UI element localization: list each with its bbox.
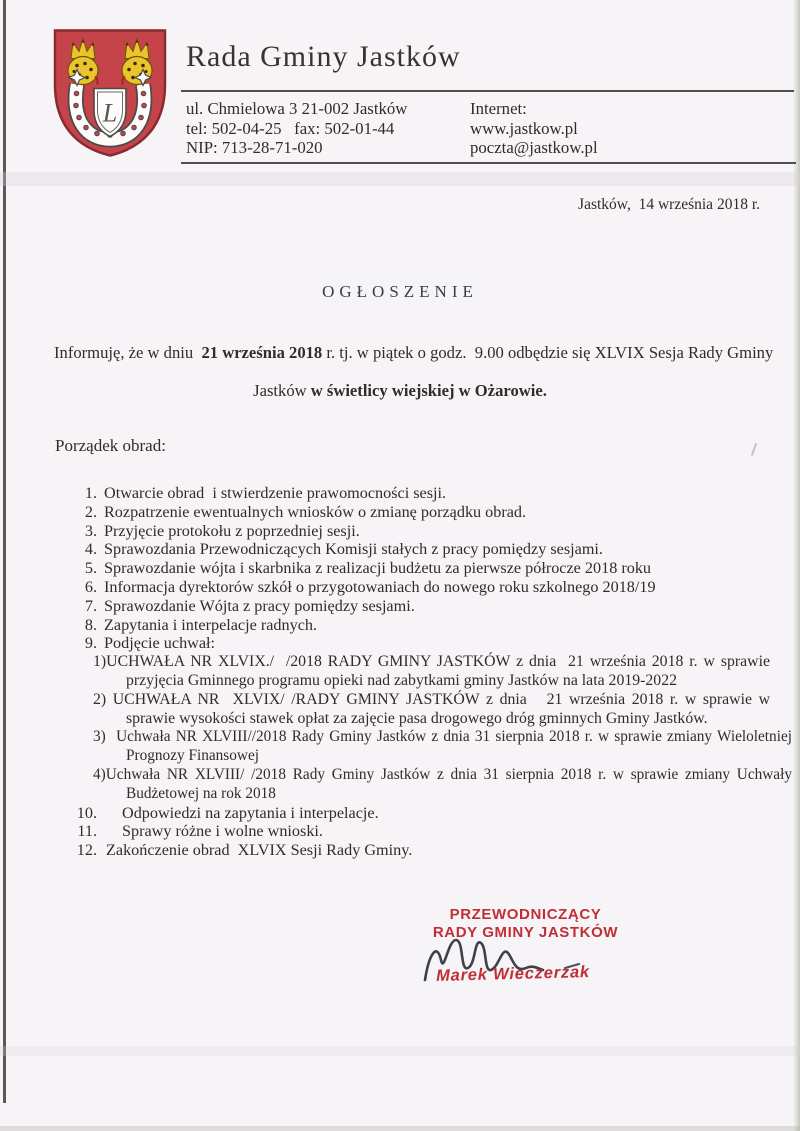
resolution-item xyxy=(0,728,800,766)
resolution-item xyxy=(0,691,800,729)
agenda-item-text: Odpowiedzi na zapytania i interpelacje. xyxy=(122,803,379,822)
agenda-item xyxy=(0,503,800,522)
session-date-bold: 21 września 2018 xyxy=(201,343,323,362)
resolution-item xyxy=(0,766,800,804)
agenda-item xyxy=(0,522,800,541)
coat-of-arms-icon xyxy=(47,26,173,159)
scan-slash-artifact xyxy=(751,443,757,456)
letterhead-divider-top xyxy=(181,90,794,92)
agenda-item-number: 6. xyxy=(84,577,97,596)
agenda-item xyxy=(0,484,800,503)
agenda-item xyxy=(0,804,800,823)
agenda-item xyxy=(0,634,800,653)
agenda-item-number: 11. xyxy=(77,822,97,841)
agenda-item-text: Sprawozdanie wójta i skarbnika z realizacji budżetu za pierwsze półrocze 2018 roku xyxy=(104,559,651,578)
agenda-item-number: 8. xyxy=(84,615,97,634)
address-line: ul. Chmielowa 3 21-002 Jastków xyxy=(186,99,408,118)
agenda-item-text: Otwarcie obrad i stwierdzenie prawomocności sesji. xyxy=(104,484,447,502)
intro-text: Jastków xyxy=(253,381,311,400)
agenda-list xyxy=(0,484,800,860)
letterhead-internet-block xyxy=(470,99,598,158)
agenda-item-number: 2. xyxy=(84,502,97,521)
place-and-date: Jastków, 14 września 2018 r. xyxy=(578,196,760,213)
session-venue-bold: w świetlicy wiejskiej w Ożarowie. xyxy=(310,381,547,400)
resolution-number: 2) xyxy=(93,690,107,708)
stamp-title-line2: RADY GMINY JASTKÓW xyxy=(432,924,619,941)
intro-text: r. tj. w piątek o godz. 9.00 odbędzie się XLVIX Sesja Rady Gminy xyxy=(322,343,774,362)
stamp-title-line1: PRZEWODNICZĄCY xyxy=(449,906,602,923)
resolution-text: UCHWAŁA NR XLVIX./ /2018 RADY GMINY JASTKÓW z dnia 21 września 2018 r. w sprawie przyjęcia Gminnego programu opieki nad zabytkami gminy Jastków na lata 2019-2022 xyxy=(106,653,770,689)
agenda-item-text: Sprawozdania Przewodniczących Komisji stałych z pracy pomiędzy sesjami. xyxy=(104,540,603,559)
agenda-item-number: 5. xyxy=(84,559,97,578)
organization-name: Rada Gminy Jastków xyxy=(186,40,461,73)
agenda-item-text: Informacja dyrektorów szkół o przygotowaniach do nowego roku szkolnego 2018/19 xyxy=(104,577,656,596)
agenda-item xyxy=(0,597,800,616)
email-address: poczta@jastkow.pl xyxy=(470,138,598,157)
signatory-name: Marek Wieczerzak xyxy=(435,962,591,986)
website-url: www.jastkow.pl xyxy=(470,118,578,138)
letterhead-divider-bottom xyxy=(181,162,796,164)
agenda-item-number: 9. xyxy=(84,634,97,653)
resolution-text: Uchwała NR XLVIII/ /2018 Rady Gminy Jastków z dnia 31 sierpnia 2018 r. w sprawie zmiany Uchwały Budżetowej na rok 2018 xyxy=(105,765,792,802)
scan-band-artifact xyxy=(0,1046,800,1056)
resolution-item xyxy=(0,653,800,691)
resolution-text: UCHWAŁA NR XLVIX/ /RADY GMINY JASTKÓW z dnia 21 września 2018 r. w sprawie w sprawie wysokości stawek opłat za zajęcie pasa drogowego dróg gminnych Gminy Jastków. xyxy=(106,690,770,727)
agenda-item xyxy=(0,559,800,578)
agenda-item-text: Przyjęcie protokołu z poprzedniej sesji. xyxy=(104,521,360,540)
resolution-number: 4) xyxy=(93,765,106,783)
intro-paragraph-line2 xyxy=(0,381,800,401)
agenda-item xyxy=(0,841,800,860)
scan-edge-artifact-bottom xyxy=(0,1126,800,1131)
agenda-item-text: Zapytania i interpelacje radnych. xyxy=(104,615,318,634)
agenda-item-number: 1. xyxy=(84,484,97,502)
agenda-item-number: 10. xyxy=(76,803,97,822)
resolution-text: Uchwała NR XLVIII//2018 Rady Gminy Jastków z dnia 31 sierpnia 2018 r. w sprawie zmiany Wieloletniej Prognozy Finansowej xyxy=(105,728,792,765)
agenda-item-number: 7. xyxy=(84,596,97,615)
intro-paragraph-line1 xyxy=(54,343,774,363)
resolution-number: 1) xyxy=(93,653,107,671)
agenda-item xyxy=(0,540,800,559)
agenda-item-text: Zakończenie obrad XLVIX Sesji Rady Gminy. xyxy=(106,841,413,860)
agenda-item-text: Sprawy różne i wolne wnioski. xyxy=(122,822,323,841)
phone-fax-line: tel: 502-04-25 fax: 502-01-44 xyxy=(186,118,395,138)
agenda-item-number: 3. xyxy=(84,521,97,540)
letterhead-contact-block xyxy=(186,99,407,158)
agenda-item xyxy=(0,616,800,635)
agenda-item xyxy=(0,578,800,597)
agenda-item-number: 4. xyxy=(84,540,97,559)
agenda-item-text: Rozpatrzenie ewentualnych wniosków o zmianę porządku obrad. xyxy=(104,502,527,521)
svg-text:L: L xyxy=(102,98,118,128)
intro-text: Informuję, że w dniu xyxy=(54,343,202,362)
internet-label: Internet: xyxy=(470,99,527,118)
resolution-number: 3) xyxy=(93,728,106,746)
agenda-item xyxy=(0,822,800,841)
scan-band-artifact xyxy=(0,172,800,186)
agenda-item-text: Sprawozdanie Wójta z pracy pomiędzy sesjami. xyxy=(104,596,415,615)
nip-line: NIP: 713-28-71-020 xyxy=(186,138,323,157)
agenda-heading: Porządek obrad: xyxy=(55,436,166,455)
agenda-item-number: 12. xyxy=(76,841,97,860)
agenda-item-text: Podjęcie uchwał: xyxy=(104,634,216,653)
document-title: OGŁOSZENIE xyxy=(322,282,478,301)
